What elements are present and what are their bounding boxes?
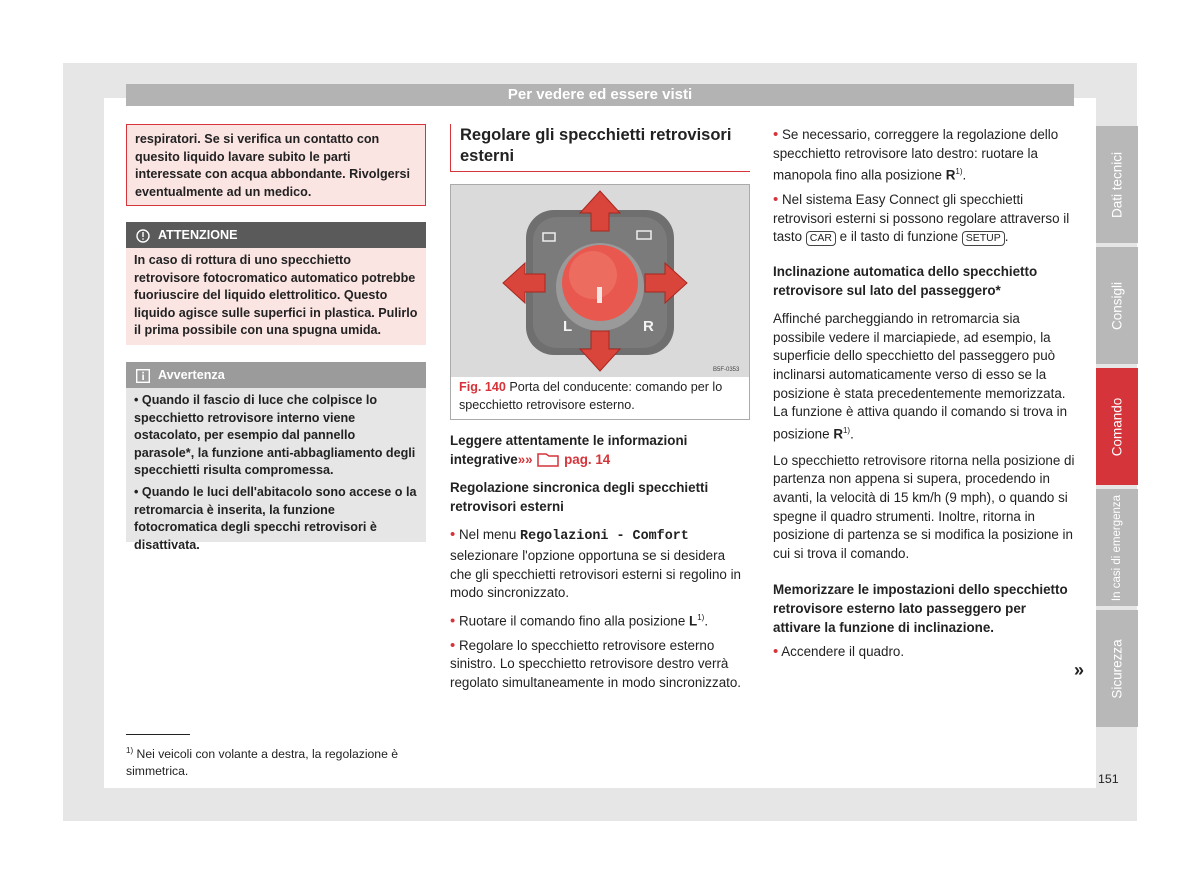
- page-link[interactable]: pag. 14: [564, 451, 611, 467]
- bullet-item: • Se necessario, correggere la regolazione dello specchietto retrovisore lato destro: ruotare la manopola fino alla posizione $R^{1)}$.: [773, 126, 1059, 183]
- tab-comando[interactable]: Comando: [1096, 368, 1138, 485]
- note-body: [126, 388, 426, 552]
- warning-circle-icon: [136, 229, 150, 243]
- bullet-item: • Regolare lo specchietto retrovisore esterno sinistro. Lo specchietto retrovisore destro verrà regolato simultaneamente in modo sincronizzato.: [450, 636, 742, 690]
- bullet-item: • Ruotare il comando fino alla posizione $L^{1)}$.: [450, 612, 709, 630]
- attention-header: [126, 222, 426, 248]
- figure-code: B5F-0353: [713, 367, 740, 373]
- footnote: $^{1)}$ Nei veicoli con volante a destra, la regolazione è simmetrica.: [126, 746, 399, 779]
- mirror-control-illustration: [451, 185, 749, 377]
- read-notice: Leggere attentamente le informazioni integrative»» pag. 14: [450, 433, 688, 467]
- warning-continuation-box: respiratori. Se si verifica un contatto con quesito liquido lavare subito le parti interessate con acqua abbondante. Rivolgersi eventualmente ad un medico.: [126, 124, 426, 206]
- tab-dati-tecnici[interactable]: Dati tecnici: [1096, 126, 1138, 243]
- knob-r-label: R: [643, 318, 654, 335]
- memorize-heading: Memorizzare le impostazioni dello specchietto retrovisore esterno lato passeggero per attivare la funzione di inclinazione.: [773, 582, 1068, 635]
- right-body: [773, 126, 1075, 662]
- middle-body: [450, 432, 750, 693]
- bullet-item: • Nel menu Regolazioni - Comfort selezionare l'opzione opportuna se si desidera che gli specchietti retrovisori esterni si regolino in modo sincronizzato.: [450, 526, 742, 601]
- tab-emergenza[interactable]: In casi di emergenza: [1096, 489, 1138, 606]
- setup-key: SETUP: [962, 231, 1005, 246]
- car-key: CAR: [806, 231, 836, 246]
- figure-label: Fig. 140: [459, 380, 506, 394]
- info-icon: [136, 369, 150, 383]
- note-item: • Quando le luci dell'abitacolo sono accese o la retromarcia è inserita, la funzione fotocromatica degli specchi retrovisori è disattivata.: [134, 484, 417, 552]
- mirror-knob-icon: [451, 185, 749, 377]
- bullet-item: • Accendere il quadro.: [773, 643, 905, 661]
- menu-path: Regolazioni - Comfort: [520, 529, 689, 545]
- section-title: Regolare gli specchietti retrovisori esterni: [450, 124, 750, 172]
- attention-text: In caso di rottura di uno specchietto retrovisore fotocromatico automatico potrebbe fuoriuscire del liquido elettrolitico. Questo liquido agisce sulle superfici in plastica. Pulirlo il prima possibile con una spugna umida.: [126, 248, 426, 345]
- tilt-heading: Inclinazione automatica dello specchietto retrovisore sul lato del passeggero*: [773, 264, 1038, 298]
- book-link-icon: [536, 451, 560, 467]
- paragraph: Affinché parcheggiando in retromarcia sia possibile vedere il marciapiede, ad esempio, la superficie dello specchietto del passeggero può inclinarsi automaticamente verso di esso se la posizione è stata precedentemente memorizzata. La funzione è attiva quando il comando si trova in posizione $R^{1)}$.: [773, 311, 1068, 442]
- tab-consigli[interactable]: Consigli: [1096, 247, 1138, 364]
- continue-icon: »: [1074, 660, 1085, 680]
- figure-caption: Fig. 140 Porta del conducente: comando per lo specchietto retrovisore esterno.: [459, 380, 723, 412]
- attention-title: ATTENZIONE: [158, 228, 238, 242]
- tab-sicurezza[interactable]: Sicurezza: [1096, 610, 1138, 727]
- note-header: [126, 362, 426, 388]
- sync-heading: Regolazione sincronica degli specchietti retrovisori esterni: [450, 480, 709, 514]
- figure-140: [450, 184, 750, 420]
- footnote-divider: [126, 734, 190, 735]
- knob-l-label: L: [563, 318, 573, 335]
- note-item: • Quando il fascio di luce che colpisce lo specchietto retrovisore interno viene ostacolato, per esempio dal pannello parasole*, la funzione anti-abbagliamento degli specchietti risulta compromessa.: [134, 393, 416, 478]
- page-header-title: Per vedere ed essere visti: [126, 84, 1074, 106]
- bullet-item: • Nel sistema Easy Connect gli specchietti retrovisori esterni si possono regolare attraverso il tasto CAR e il tasto di funzione SETUP .: [773, 191, 1070, 245]
- page-number: 151: [1098, 772, 1119, 786]
- note-title: Avvertenza: [158, 368, 225, 382]
- paragraph: Lo specchietto retrovisore ritorna nella posizione di partenza non appena si supera, procedendo in avanti, la velocità di 15 km/h (9 mph), o quando si spegne il quadro strumenti. Inoltre, ritorna in posizione di partenza se si modifica la posizione in cui si trova il comando.: [773, 452, 1075, 561]
